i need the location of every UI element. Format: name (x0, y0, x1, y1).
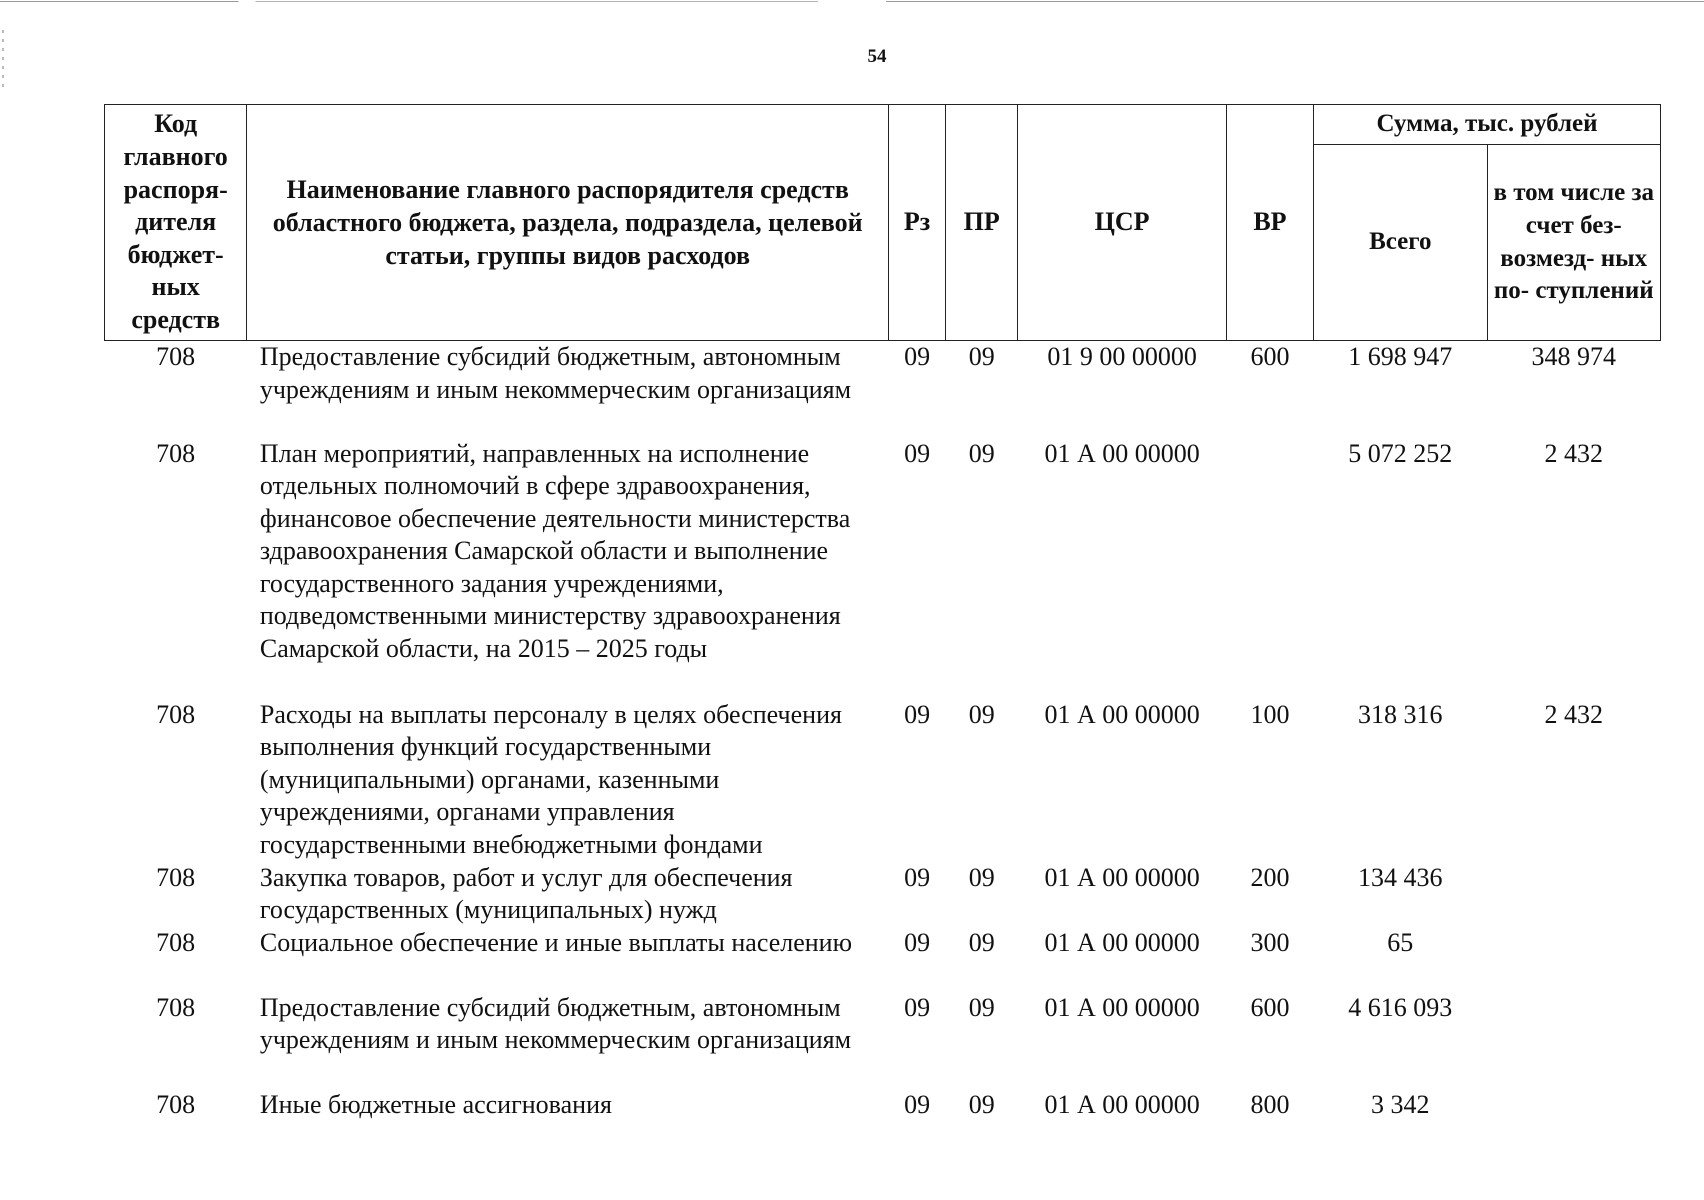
scan-edge-line (0, 1, 1704, 2)
cell-total: 5 072 252 (1348, 438, 1453, 468)
cell-csr: 01 А 00 00000 (1044, 699, 1200, 729)
cell-vr (1226, 438, 1313, 699)
header-pr: ПР (946, 105, 1018, 341)
cell-rz: 09 (904, 862, 931, 892)
cell-pr: 09 (968, 342, 995, 371)
cell-csr: 01 А 00 00000 (1044, 1089, 1200, 1119)
cell-total: 3 342 (1371, 1089, 1430, 1119)
cell-total: 4 616 093 (1348, 992, 1453, 1022)
cell-name: План мероприятий, направленных на исполнение отдельных полномочий в сфере здравоохранения, финансовое обеспечение деятельности министерства здравоохранения Самарской области и выполнение государственного задания учреждениями, подведомственными министерству здравоохранения Самарской области, на 2015 – 2025 годы (259, 438, 851, 664)
cell-free (1487, 862, 1661, 927)
cell-rz: 09 (904, 342, 931, 371)
cell-vr: 200 (1250, 862, 1290, 892)
cell-csr: 01 9 00 00000 (1047, 342, 1197, 371)
cell-vr: 600 (1250, 992, 1290, 1022)
cell-code: 708 (156, 862, 196, 892)
table-row (105, 992, 1661, 1089)
header-free: в том числе за счет без- возмезд- ных по- ступлений (1487, 145, 1661, 341)
cell-vr: 300 (1250, 927, 1290, 957)
cell-free (1487, 992, 1661, 1089)
cell-pr: 09 (968, 1089, 995, 1119)
table-row (105, 699, 1661, 862)
cell-rz: 09 (904, 992, 931, 1022)
cell-code: 708 (156, 927, 196, 957)
table-row (105, 927, 1661, 992)
cell-code: 708 (156, 342, 196, 371)
cell-csr: 01 А 00 00000 (1044, 927, 1200, 957)
table-body (105, 341, 1661, 1123)
cell-free: 2 432 (1544, 699, 1603, 729)
cell-name: Расходы на выплаты персоналу в целях обеспечения выполнения функций государственными (муниципальными) органами, казенными учреждениями, органами управления государственными внебюджетными фондами (259, 699, 842, 859)
header-sum: Сумма, тыс. рублей (1314, 105, 1661, 145)
table-row (105, 341, 1661, 438)
cell-pr: 09 (968, 438, 995, 468)
cell-pr: 09 (968, 927, 995, 957)
cell-rz: 09 (904, 1089, 931, 1119)
cell-code: 708 (156, 1089, 196, 1119)
header-name: Наименование главного распорядителя средств областного бюджета, раздела, подраздела, целевой статьи, группы видов расходов (247, 105, 889, 341)
cell-name: Предоставление субсидий бюджетным, автономным учреждениям и иным некоммерческим организациям (259, 342, 852, 404)
cell-name: Закупка товаров, работ и услуг для обеспечения государственных (муниципальных) нужд (259, 862, 793, 925)
budget-table (104, 104, 1661, 1123)
cell-total: 134 436 (1358, 862, 1443, 892)
cell-free: 348 974 (1531, 342, 1616, 371)
cell-pr: 09 (968, 862, 995, 892)
cell-name: Социальное обеспечение и иные выплаты населению (259, 927, 853, 957)
cell-vr: 800 (1250, 1089, 1290, 1119)
header-code: Код главного распоря- дителя бюджет- ных средств (105, 105, 247, 341)
cell-pr: 09 (968, 992, 995, 1022)
cell-rz: 09 (904, 699, 931, 729)
header-total: Всего (1314, 145, 1487, 341)
cell-pr: 09 (968, 699, 995, 729)
header-vr: ВР (1226, 105, 1313, 341)
cell-vr: 600 (1250, 342, 1290, 371)
cell-free: 2 432 (1544, 438, 1603, 468)
cell-name: Предоставление субсидий бюджетным, автономным учреждениям и иным некоммерческим организациям (259, 992, 852, 1055)
cell-code: 708 (156, 438, 196, 468)
table-row (105, 1089, 1661, 1123)
cell-total: 1 698 947 (1348, 342, 1453, 371)
cell-code: 708 (156, 992, 196, 1022)
cell-code: 708 (156, 699, 196, 729)
table-row (105, 862, 1661, 927)
cell-csr: 01 А 00 00000 (1044, 992, 1200, 1022)
cell-total: 318 316 (1358, 699, 1443, 729)
header-csr: ЦСР (1018, 105, 1227, 341)
cell-rz: 09 (904, 438, 931, 468)
table-row (105, 438, 1661, 699)
cell-name: Иные бюджетные ассигнования (259, 1089, 612, 1119)
page-number: 54 (867, 46, 887, 67)
cell-rz: 09 (904, 927, 931, 957)
header-rz: Рз (889, 105, 946, 341)
cell-csr: 01 А 00 00000 (1044, 862, 1200, 892)
cell-free (1487, 1089, 1661, 1123)
cell-total: 65 (1387, 927, 1414, 957)
table-header (105, 105, 1661, 341)
cell-csr: 01 А 00 00000 (1044, 438, 1200, 468)
cell-vr: 100 (1250, 699, 1290, 729)
cell-free (1487, 927, 1661, 992)
